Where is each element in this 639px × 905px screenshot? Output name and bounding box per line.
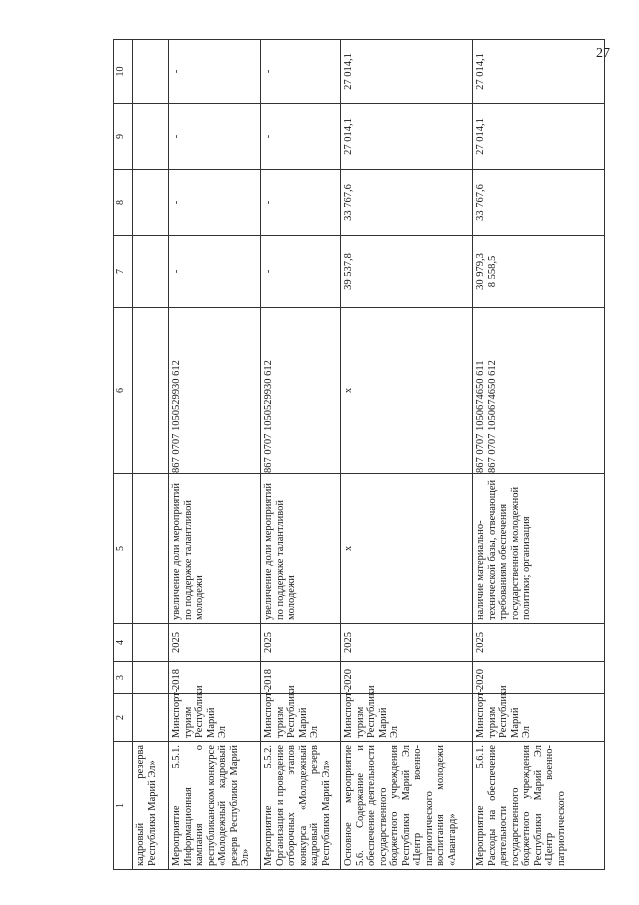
cell-executor: Минспорт-туризм Республики Марий Эл xyxy=(341,694,473,742)
cell-event: кадровый резерва Республики Марий Эл» xyxy=(133,742,169,870)
cell-value-10: 27 014,1 xyxy=(341,40,473,104)
cell-value-10 xyxy=(133,40,169,104)
col-header-4: 4 xyxy=(114,624,133,662)
cell-start-year: 2018 xyxy=(169,662,261,694)
col-header-6: 6 xyxy=(114,308,133,474)
cell-value-9: 27 014,1 xyxy=(341,104,473,170)
col-header-8: 8 xyxy=(114,170,133,236)
cell-value-7 xyxy=(133,236,169,308)
cell-value-10: - xyxy=(261,40,341,104)
cell-budget-code: 867 0707 1050529930 612 xyxy=(261,308,341,474)
cell-start-year: 2018 xyxy=(261,662,341,694)
page-number: 27 xyxy=(596,46,610,61)
cell-result: увеличение доли мероприятий по поддержке талантливой молодежи xyxy=(261,474,341,624)
cell-value-9: - xyxy=(169,104,261,170)
cell-end-year: 2025 xyxy=(169,624,261,662)
cell-executor xyxy=(133,694,169,742)
header-row xyxy=(114,40,133,870)
cell-result: увеличение доли мероприятий по поддержке талантливой молодежи xyxy=(169,474,261,624)
cell-value-7: - xyxy=(261,236,341,308)
cell-event: Мероприятие 5.5.2. Организация и проведение отборочных этапов конкурса «Молодежный кадровый резерв Республики Марий Эл» xyxy=(261,742,341,870)
cell-value-8: 33 767,6 xyxy=(473,170,605,236)
cell-value-7: 30 979,3 8 558,5 xyxy=(473,236,605,308)
col-header-3: 3 xyxy=(114,662,133,694)
col-header-5: 5 xyxy=(114,474,133,624)
col-header-10: 10 xyxy=(114,40,133,104)
cell-executor: Минспорт-туризм Республики Марий Эл xyxy=(261,694,341,742)
cell-event: Мероприятие 5.6.1. Расходы на обеспечение деятельности государственного бюджетного учреждения Республики Марий Эл «Центр военно-патриотического xyxy=(473,742,605,870)
cell-end-year xyxy=(133,624,169,662)
col-header-2: 2 xyxy=(114,694,133,742)
cell-result xyxy=(133,474,169,624)
cell-end-year: 2025 xyxy=(473,624,605,662)
cell-result: х xyxy=(341,474,473,624)
cell-start-year xyxy=(133,662,169,694)
table-row xyxy=(261,40,341,870)
cell-budget-code xyxy=(133,308,169,474)
cell-value-10: - xyxy=(169,40,261,104)
cell-start-year: 2020 xyxy=(341,662,473,694)
table-row xyxy=(169,40,261,870)
col-header-7: 7 xyxy=(114,236,133,308)
cell-value-9: 27 014,1 xyxy=(473,104,605,170)
cell-value-7: 39 537,8 xyxy=(341,236,473,308)
budget-table xyxy=(113,39,605,870)
cell-budget-code: х xyxy=(341,308,473,474)
cell-value-8 xyxy=(133,170,169,236)
cell-result: наличие материально-технической базы, отвечающей требованиям обеспечения государственной молодежной политики; организация xyxy=(473,474,605,624)
cell-budget-code: 867 0707 1050529930 612 xyxy=(169,308,261,474)
cell-executor: Минспорт-туризм Республики Марий Эл xyxy=(169,694,261,742)
cell-value-9: - xyxy=(261,104,341,170)
table-row xyxy=(341,40,473,870)
cell-end-year: 2025 xyxy=(341,624,473,662)
cell-event: Основное мероприятие 5.6. Содержание и обеспечение деятельности государственного бюджетного учреждения Республики Марий Эл «Центр военно-патриотического воспитания молодежи «Авангард» xyxy=(341,742,473,870)
cell-value-8: 33 767,6 xyxy=(341,170,473,236)
cell-value-10: 27 014,1 xyxy=(473,40,605,104)
cell-value-7: - xyxy=(169,236,261,308)
cell-value-8: - xyxy=(261,170,341,236)
cell-executor: Минспорт-туризм Республики Марий Эл xyxy=(473,694,605,742)
col-header-1: 1 xyxy=(114,742,133,870)
table-row xyxy=(473,40,605,870)
cell-value-9 xyxy=(133,104,169,170)
budget-table-rotated xyxy=(113,40,633,870)
cell-start-year: 2020 xyxy=(473,662,605,694)
cell-end-year: 2025 xyxy=(261,624,341,662)
cell-event: Мероприятие 5.5.1. Информационная кампания о республиканском конкурсе «Молодежный кадровый резерв Республики Марий Эл» xyxy=(169,742,261,870)
cell-budget-code: 867 0707 1050674650 611 867 0707 1050674650 612 xyxy=(473,308,605,474)
col-header-9: 9 xyxy=(114,104,133,170)
table-row xyxy=(133,40,169,870)
cell-value-8: - xyxy=(169,170,261,236)
